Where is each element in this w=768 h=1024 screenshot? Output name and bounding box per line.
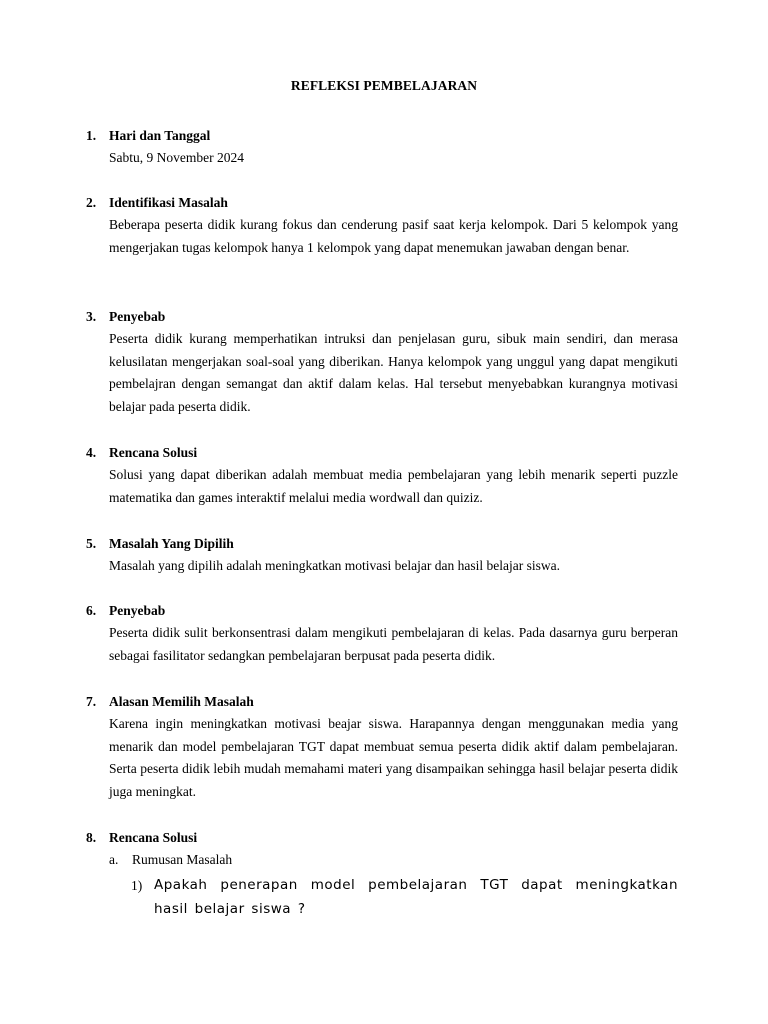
section-heading-label: Hari dan Tanggal: [109, 128, 211, 143]
question-item: [131, 873, 678, 921]
section-heading-label: Penyebab: [109, 309, 166, 324]
section-heading: [86, 125, 678, 147]
document-title: REFLEKSI PEMBELAJARAN: [290, 78, 478, 93]
section-number: 6.: [86, 603, 97, 618]
section-heading: [86, 827, 678, 849]
section-heading: [86, 600, 678, 622]
sub-item-label: Rumusan Masalah: [132, 852, 233, 867]
section-body: Peserta didik sulit berkonsentrasi dalam mengikuti pembelajaran di kelas. Pada dasarnya guru berperan sebagai fasilitator sedangkan pembelajaran berpusat pada peserta didik.: [109, 625, 678, 663]
section-body: Masalah yang dipilih adalah meningkatkan motivasi belajar dan hasil belajar siswa.: [109, 558, 560, 573]
question-marker: 1): [131, 878, 143, 893]
section-heading: [86, 192, 678, 214]
section-number: 1.: [86, 128, 97, 143]
section-heading: [86, 533, 678, 555]
section-heading-label: Alasan Memilih Masalah: [109, 694, 254, 709]
section-heading-label: Rencana Solusi: [109, 445, 198, 460]
section-number: 5.: [86, 536, 97, 551]
section-number: 3.: [86, 309, 97, 324]
section-rencana-solusi-2: [86, 827, 678, 921]
section-body: Sabtu, 9 November 2024: [109, 150, 244, 165]
section-identifikasi-masalah: [86, 192, 678, 259]
section-body: Solusi yang dapat diberikan adalah membuat media pembelajaran yang lebih menarik seperti puzzle matematika dan games interaktif melalui media wordwall dan quiziz.: [109, 467, 678, 505]
sub-item-marker: a.: [109, 852, 119, 867]
section-number: 2.: [86, 195, 97, 210]
section-heading-label: Penyebab: [109, 603, 166, 618]
section-heading: [86, 691, 678, 713]
section-number: 4.: [86, 445, 97, 460]
section-heading-label: Rencana Solusi: [109, 830, 198, 845]
section-hari-dan-tanggal: [86, 125, 678, 170]
section-masalah-yang-dipilih: [86, 533, 678, 578]
section-number: 7.: [86, 694, 97, 709]
question-text: Apakah penerapan model pembelajaran TGT dapat meningkatkan hasil belajar siswa ?: [154, 877, 678, 917]
section-penyebab: [86, 306, 678, 419]
section-penyebab-2: [86, 600, 678, 667]
section-body: Karena ingin meningkatkan motivasi beajar siswa. Harapannya dengan menggunakan media yang menarik dan model pembelajaran TGT dapat membuat semua peserta didik aktif dalam pembelajaran. Serta peserta didik lebih mudah memahami materi yang disampaikan sehingga hasil belajar peserta didik juga meningkat.: [109, 716, 678, 800]
section-body: Peserta didik kurang memperhatikan intruksi dan penjelasan guru, sibuk main sendiri, dan merasa kelusilatan mengerjakan soal-soal yang diberikan. Hanya kelompok yang unggul yang dapat mengikuti pembelajran dengan semangat dan aktif dalam kelas. Hal tersebut menyebabkan kurangnya motivasi belajar pada peserta didik.: [109, 331, 678, 415]
section-rencana-solusi: [86, 442, 678, 509]
section-body: Beberapa peserta didik kurang fokus dan cenderung pasif saat kerja kelompok. Dari 5 kelompok yang mengerjakan tugas kelompok hanya 1 kelompok yang dapat menemukan jawaban dengan benar.: [109, 217, 678, 255]
section-heading: [86, 306, 678, 328]
section-heading-label: Masalah Yang Dipilih: [109, 536, 234, 551]
section-heading: [86, 442, 678, 464]
section-number: 8.: [86, 830, 97, 845]
sub-item-rumusan-masalah: [109, 849, 678, 871]
section-heading-label: Identifikasi Masalah: [109, 195, 228, 210]
section-alasan-memilih-masalah: [86, 691, 678, 804]
